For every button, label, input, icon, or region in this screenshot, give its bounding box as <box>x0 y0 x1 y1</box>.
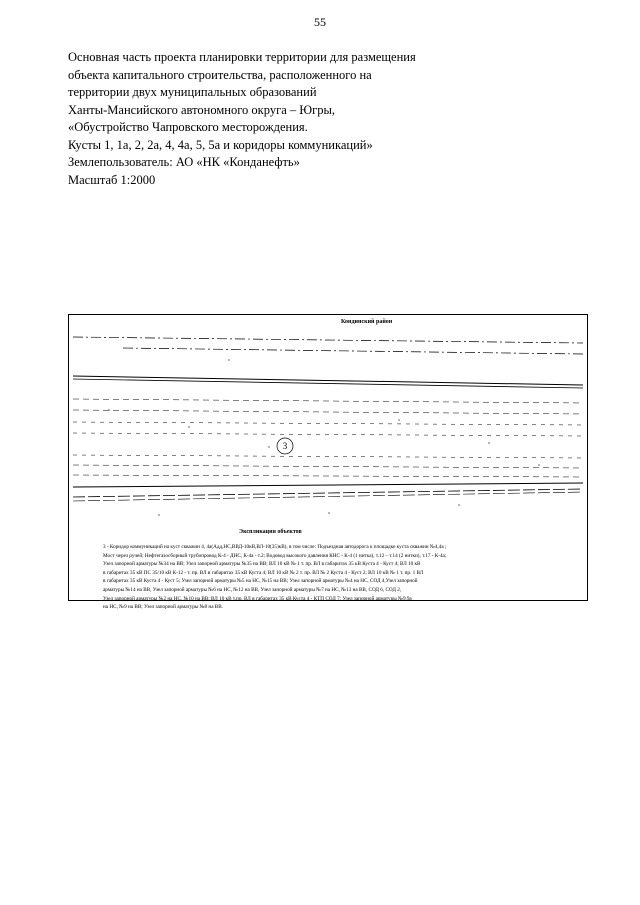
explication-line: в габаритах 35 кВ ПС 35/10 кВ К-12 - т. пр. ВЛ в габаритах 35 кВ Куста 4; ВЛ 10 кВ № 2 т. пр. ВЛ № 2 Куста 4 - Куст 2; ВЛ 10 кВ № 1 т. пр. 1 ВЛ <box>103 569 424 576</box>
header-line: Основная часть проекта планировки территории для размещения <box>68 50 416 64</box>
header-line: Ханты-Мансийского автономного округа – Югры, <box>68 102 336 117</box>
corridor-edge-line <box>73 483 583 487</box>
explication-text <box>103 543 583 612</box>
land-user-line: Землепользователь: АО «НК «Конданефть» <box>68 155 300 169</box>
district-label: Кондинский район <box>341 319 393 325</box>
header-line: «Обустройство Чапровского месторождения. <box>68 120 308 134</box>
boundary-line <box>123 348 583 354</box>
utility-line <box>73 433 583 436</box>
planning-map <box>68 314 588 611</box>
utility-line <box>73 399 583 403</box>
explication-line: Мост через ручей; Нефтегазосборный трубопровод К-4 - ДНС, К-4а - т.2; Водовод высокого давления КНС - К-4 (1 нитка), т.12 – т.14 (2 нитки), т.17 - К-4а; <box>103 552 447 559</box>
utility-line <box>73 455 583 458</box>
scale-line: Масштаб 1:2000 <box>68 172 156 187</box>
header-line: территории двух муниципальных образований <box>68 85 317 99</box>
utility-line <box>73 410 583 414</box>
utility-line <box>73 422 583 425</box>
utility-line <box>73 465 583 468</box>
boundary-line <box>73 337 583 343</box>
explication-line: на НС, №9 на ВВ; Узел запорной арматуры №8 на ВВ. <box>103 604 224 611</box>
object-marker-label: 3 <box>282 441 288 451</box>
document-header <box>68 49 528 189</box>
utility-line <box>73 475 583 477</box>
explication-line: 3 - Коридор коммуникаций на куст скважин 4, 4а(Адд,НС,ВВД-10кВ,ВЛ-10(35)кВ), в том числе: Подъездная автодорога к площадке куста скважин №4,4а ; <box>103 544 447 550</box>
header-line: объекта капитального строительства, расположенного на <box>68 67 372 82</box>
explication-line: в габаритах 35 кВ Куста 4 - Куст 5; Узел запорной арматуры №5 на НС, №15 на ВВ; Узел запорной арматуры №4 на НС, СОД 4,Узел запорной <box>103 578 418 585</box>
explication-title: Экспликация объектов <box>239 529 302 535</box>
page-number: 55 <box>314 15 326 29</box>
explication-line: Узел запорной арматуры №2 на НС, №10 на ВВ; ВЛ 10 кВ т.пр. ВЛ в габаритах 35 кВ Куста 4 - КТП СОД 7; Узел запорной арматуры №9,9а <box>103 595 412 602</box>
header-line: Кусты 1, 1а, 2, 2а, 4, 4а, 5, 5а и коридоры коммуникаций» <box>68 137 373 152</box>
corridor-edge-line <box>73 489 583 497</box>
explication-line: арматуры №14 на ВВ, Узел запорной арматуры №6 на НС, №12 на ВВ, Узел запорной арматуры №7 на НС, №13 на ВВ, СОД 6, СОД 2, <box>103 586 402 593</box>
explication-line: Узел запорной арматуры №34 на ВВ; Узел запорной арматуры №35 на ВВ; ВЛ 10 кВ № 1 т. пр. ВЛ в габаритах 35 кВ Куста 4 - Куст 4; ВЛ 10 кВ <box>103 561 421 568</box>
